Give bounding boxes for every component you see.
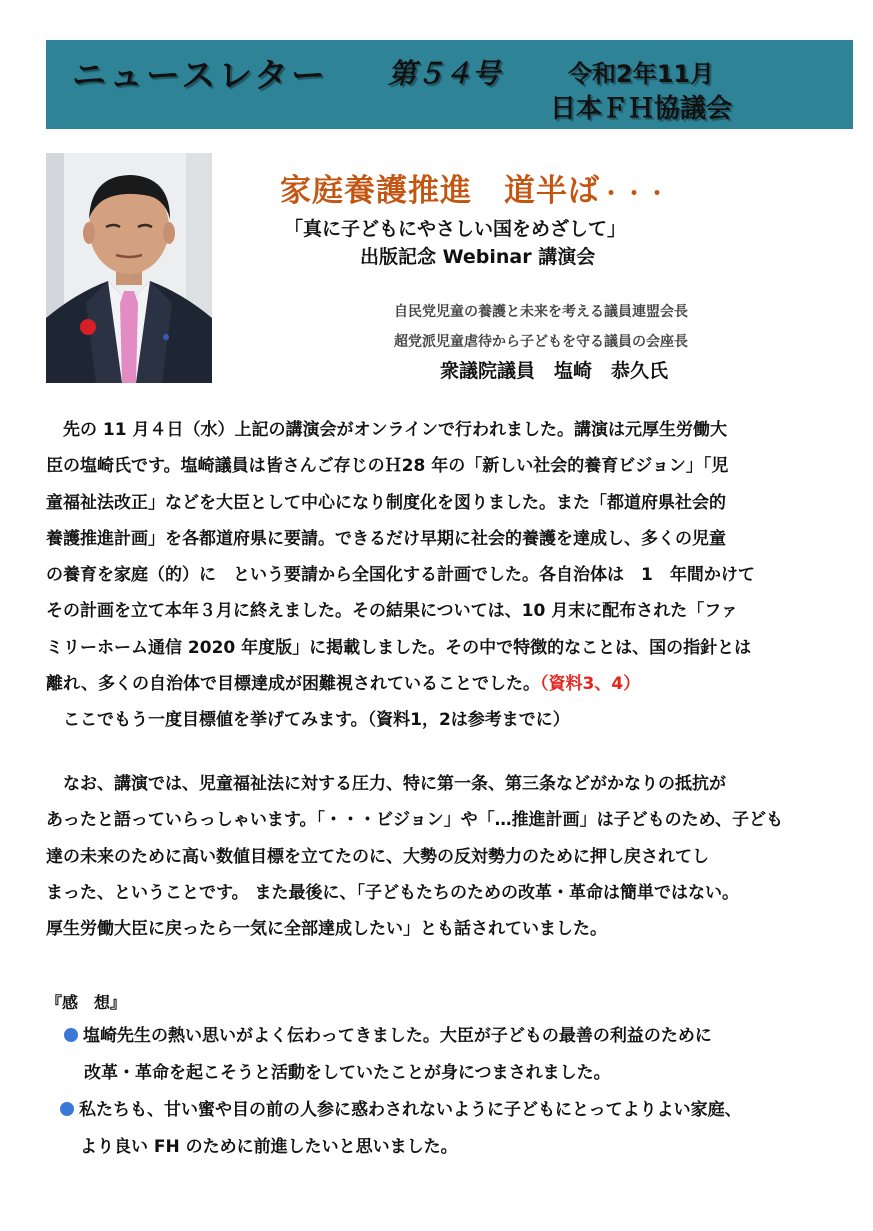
portrait-photo-icon	[46, 153, 212, 383]
body-line: の養育を家庭（的）に という要請から全国化する計画でした。各自治体は 1 年間かけて	[46, 565, 755, 586]
body-line: ここでもう一度目標値を挙げてみます。（資料1，2は参考までに）	[46, 710, 570, 731]
body-line: 厚生労働大臣に戻ったら一気に全部達成したい」とも話されていました。	[46, 919, 607, 940]
body-line: なお、講演では、児童福祉法に対する圧力、特に第一条、第三条などがかなりの抵抗が	[46, 774, 726, 794]
speaker-affiliation-2: 超党派児童虐待から子どもを守る議員の会座長	[394, 334, 688, 350]
impressions-heading: 『感 想』	[46, 993, 127, 1012]
headline-ellipsis: ・・・	[600, 182, 670, 207]
reference-note: （資料3、4）	[540, 674, 641, 695]
newsletter-banner	[46, 40, 853, 129]
impression-item-2	[60, 1092, 742, 1128]
article-headline	[280, 165, 669, 210]
impression-text: 塩崎先生の熱い思いがよく伝わってきました。大臣が子どもの最善の利益のために	[83, 1026, 712, 1046]
event-name: 出版記念 Webinar 講演会	[360, 246, 596, 268]
body-line: 達の未来のために高い数値目標を立てたのに、大勢の反対勢力のために押し戻されてし	[46, 846, 709, 867]
impression-item-2-cont: より良い FH のために前進したいと思いました。	[80, 1137, 458, 1157]
impression-text: 私たちも、甘い蜜や目の前の人参に惑わされないように子どもにとってよりよい家庭、	[79, 1100, 742, 1120]
body-paragraph-1	[46, 412, 836, 739]
newsletter-title: ニュースレター	[72, 56, 328, 96]
bullet-icon	[64, 1028, 78, 1042]
body-line: 養護推進計画」を各都道府県に要請。できるだけ早期に社会的養護を達成し、多くの児童	[46, 528, 726, 549]
speaker-name: 衆議院議員 塩崎 恭久氏	[440, 360, 669, 382]
bullet-icon	[60, 1102, 74, 1116]
impression-item-1-cont: 改革・革命を起こそうと活動をしていたことが身につまされました。	[84, 1063, 611, 1083]
body-paragraph-2	[46, 766, 836, 947]
body-line: 先の 11 月４日（水）上記の講演会がオンラインで行われました。講演は元厚生労働大	[46, 420, 727, 440]
body-line: 童福祉法改正」などを大臣として中心になり制度化を図りました。また「都道府県社会的	[46, 492, 726, 513]
body-line: ミリーホーム通信 2020 年度版」に掲載しました。その中で特徴的なことは、国の指針とは	[46, 637, 752, 658]
impression-item-1	[64, 1018, 712, 1054]
speaker-portrait	[46, 153, 212, 383]
body-line: まった、ということです。 また最後に、「子どもたちのための改革・革命は簡単ではない。	[46, 882, 740, 903]
body-line: その計画を立て本年３月に終えました。その結果については、10 月末に配布された「ファ	[46, 601, 738, 622]
issue-date: 令和2年11月	[568, 60, 715, 88]
article-subtitle: 「真に子どもにやさしい国をめざして」	[284, 218, 627, 240]
body-line-text: 離れ、多くの自治体で目標達成が困難視されていることでした。	[46, 674, 541, 695]
speaker-affiliation-1: 自民党児童の養護と未来を考える議員連盟会長	[394, 304, 688, 320]
body-line: あったと語っていらっしゃいます。「・・・ビジョン」や「…推進計画」は子どものため、子ども	[46, 810, 783, 831]
body-line: 臣の塩崎氏です。塩崎議員は皆さんご存じのＨ28 年の「新しい社会的養育ビジョン」「児	[46, 456, 729, 477]
headline-text: 家庭養護推進 道半ば	[280, 173, 600, 209]
body-line	[46, 666, 836, 702]
issue-number: 第５４号	[388, 57, 501, 90]
organization-name: 日本ＦＨ協議会	[550, 94, 733, 124]
